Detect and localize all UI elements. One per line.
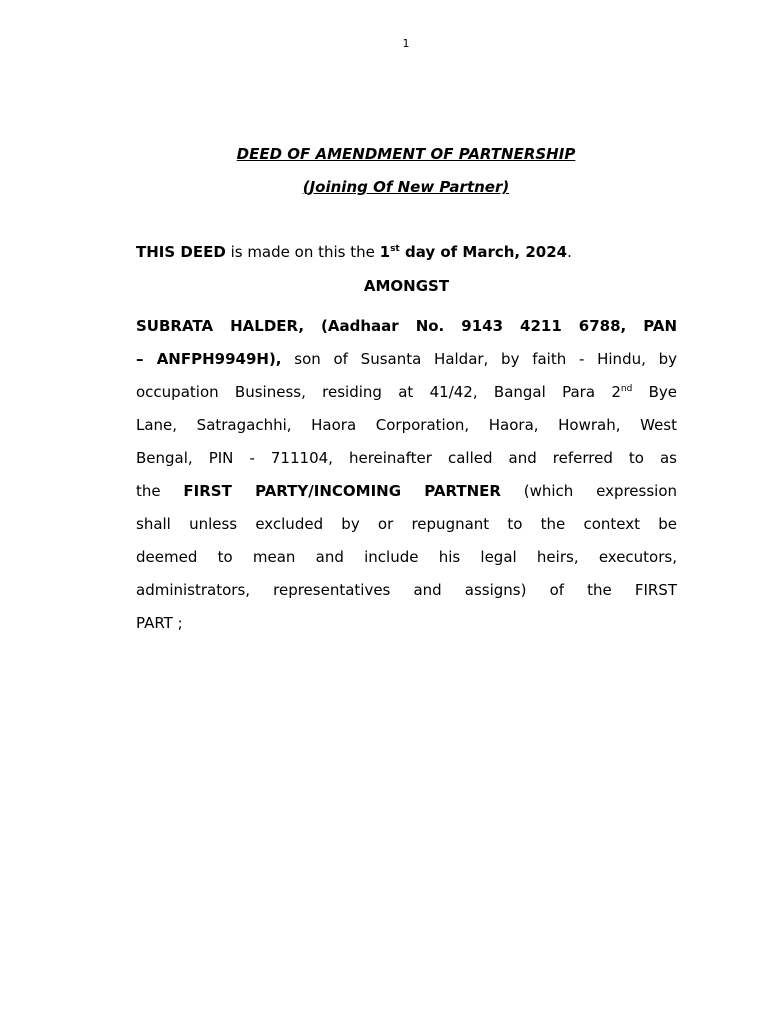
intro-day-number: 1 <box>379 243 391 261</box>
party-clause-line: administrators, representatives and assigns) of the FIRST <box>136 581 677 599</box>
party-address-cont: Bye <box>632 383 677 401</box>
paragraph-line <box>136 409 677 442</box>
party-pan: – ANFPH9949H), <box>136 350 282 368</box>
party-pin-line: Bengal, PIN - 711104, hereinafter called and referred to as <box>136 449 677 467</box>
intro-day-suffix: st <box>390 244 400 254</box>
paragraph-line <box>136 343 677 376</box>
party-parentage: son of Susanta Haldar, by faith - Hindu, by <box>281 350 677 368</box>
amongst-heading: AMONGST <box>363 277 450 295</box>
party-role: FIRST PARTY/INCOMING PARTNER <box>183 482 501 500</box>
paragraph-line <box>136 376 677 409</box>
party-address-start: occupation Business, residing at 41/42, Bangal Para 2 <box>136 383 621 401</box>
party-clause-line: shall unless excluded by or repugnant to the context be <box>136 515 677 533</box>
party-role-prefix: the <box>136 482 184 500</box>
party-address-line: Lane, Satragachhi, Haora Corporation, Haora, Howrah, West <box>136 416 677 434</box>
intro-period: . <box>567 243 572 261</box>
party-role-suffix: (which expression <box>500 482 678 500</box>
ordinal-suffix: nd <box>620 384 633 394</box>
deed-intro <box>136 243 677 261</box>
document-title: DEED OF AMENDMENT OF PARTNERSHIP <box>236 145 576 163</box>
intro-date <box>380 243 567 261</box>
party-clause-end: PART ; <box>136 614 183 632</box>
intro-this-deed: THIS DEED <box>136 243 226 261</box>
party-clause-line: deemed to mean and include his legal heirs, executors, <box>136 548 677 566</box>
party-name-details: SUBRATA HALDER, (Aadhaar No. 9143 4211 6788, PAN <box>136 317 677 335</box>
intro-date-rest: day of March, 2024 <box>399 243 568 261</box>
paragraph-line <box>136 475 677 508</box>
paragraph-line <box>136 607 677 640</box>
page-number: 1 <box>402 37 410 50</box>
paragraph-line <box>136 442 677 475</box>
paragraph-line <box>136 541 677 574</box>
paragraph-line <box>136 574 677 607</box>
intro-text: is made on this the <box>225 243 380 261</box>
first-party-paragraph <box>136 310 677 640</box>
paragraph-line <box>136 508 677 541</box>
paragraph-line <box>136 310 677 343</box>
document-subtitle: (Joining Of New Partner) <box>302 178 510 196</box>
